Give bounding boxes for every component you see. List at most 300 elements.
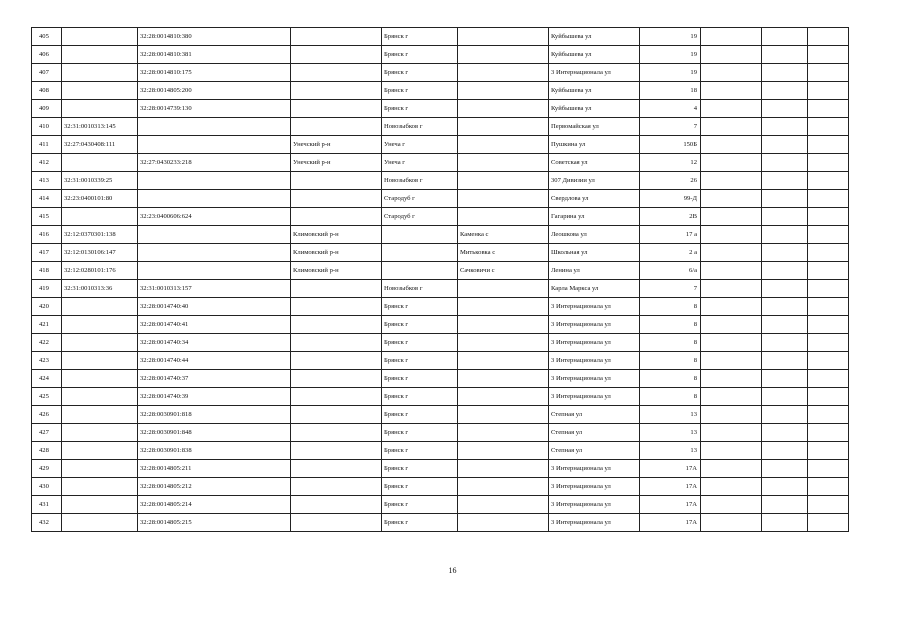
cell-district	[291, 298, 382, 316]
cell-street: Куйбышева ул	[549, 82, 640, 100]
cell-village	[458, 352, 549, 370]
cell-x3	[808, 496, 849, 514]
cell-village	[458, 334, 549, 352]
cell-num: 408	[32, 82, 62, 100]
cell-cad_a	[62, 496, 138, 514]
cell-street: Школьная ул	[549, 244, 640, 262]
table-row	[32, 352, 849, 370]
cell-x2	[762, 406, 808, 424]
cell-x2	[762, 370, 808, 388]
cell-cad_b: 32:28:0014740:37	[138, 370, 291, 388]
cell-house: 17А	[640, 460, 701, 478]
cell-x1	[701, 46, 762, 64]
cell-x2	[762, 334, 808, 352]
cell-cad_b	[138, 244, 291, 262]
cell-cad_a	[62, 154, 138, 172]
cell-district	[291, 100, 382, 118]
cell-district	[291, 208, 382, 226]
cell-cad_a	[62, 514, 138, 532]
cell-street: 307 Дивизии ул	[549, 172, 640, 190]
cell-x1	[701, 388, 762, 406]
cell-village: Сачковичи с	[458, 262, 549, 280]
table-row	[32, 370, 849, 388]
cell-district	[291, 316, 382, 334]
cell-house: 2В	[640, 208, 701, 226]
cell-x1	[701, 190, 762, 208]
cell-cad_a	[62, 442, 138, 460]
cell-x1	[701, 100, 762, 118]
cell-village	[458, 388, 549, 406]
cell-x2	[762, 298, 808, 316]
cell-x3	[808, 352, 849, 370]
cell-house: 18	[640, 82, 701, 100]
cell-x3	[808, 478, 849, 496]
cell-cad_a	[62, 100, 138, 118]
cell-district: Унечский р-н	[291, 136, 382, 154]
cell-village	[458, 406, 549, 424]
table-row	[32, 442, 849, 460]
cell-street: Куйбышева ул	[549, 46, 640, 64]
cell-street: 3 Интернационала ул	[549, 298, 640, 316]
cell-x3	[808, 190, 849, 208]
cell-x1	[701, 172, 762, 190]
table-row	[32, 460, 849, 478]
cell-num: 407	[32, 64, 62, 82]
cell-cad_a	[62, 352, 138, 370]
table-row	[32, 298, 849, 316]
cell-city: Брянск г	[382, 46, 458, 64]
cell-district	[291, 388, 382, 406]
cell-city: Брянск г	[382, 82, 458, 100]
cell-city: Новозыбков г	[382, 172, 458, 190]
cell-x3	[808, 82, 849, 100]
cell-x3	[808, 154, 849, 172]
cell-house: 8	[640, 316, 701, 334]
cell-num: 427	[32, 424, 62, 442]
cell-house: 8	[640, 388, 701, 406]
cell-village	[458, 82, 549, 100]
cell-cad_a: 32:12:0280101:176	[62, 262, 138, 280]
cell-district	[291, 424, 382, 442]
cell-city: Новозыбков г	[382, 118, 458, 136]
cell-cad_b	[138, 262, 291, 280]
cell-x1	[701, 244, 762, 262]
cell-cad_b: 32:23:0400606:624	[138, 208, 291, 226]
cell-street: Пушкина ул	[549, 136, 640, 154]
table-row	[32, 334, 849, 352]
table-row	[32, 136, 849, 154]
cell-district: Климовский р-н	[291, 226, 382, 244]
cell-x1	[701, 262, 762, 280]
cell-city: Брянск г	[382, 442, 458, 460]
cell-num: 419	[32, 280, 62, 298]
cell-cad_a: 32:12:0130106:147	[62, 244, 138, 262]
table-row	[32, 496, 849, 514]
cell-num: 425	[32, 388, 62, 406]
cell-x3	[808, 316, 849, 334]
table-row	[32, 262, 849, 280]
cell-house: 6/а	[640, 262, 701, 280]
cell-cad_a	[62, 46, 138, 64]
cell-house: 17 а	[640, 226, 701, 244]
cell-house: 19	[640, 46, 701, 64]
cell-city: Брянск г	[382, 496, 458, 514]
cell-x2	[762, 64, 808, 82]
cell-cad_a: 32:31:0010313:145	[62, 118, 138, 136]
cell-x2	[762, 478, 808, 496]
cell-x3	[808, 100, 849, 118]
cell-x2	[762, 244, 808, 262]
cell-street: Гагарина ул	[549, 208, 640, 226]
cell-cad_a	[62, 370, 138, 388]
cell-village: Митьковка с	[458, 244, 549, 262]
cell-street: 3 Интернационала ул	[549, 64, 640, 82]
cell-num: 420	[32, 298, 62, 316]
cell-house: 13	[640, 406, 701, 424]
cell-x2	[762, 226, 808, 244]
table-row	[32, 316, 849, 334]
cell-village	[458, 100, 549, 118]
table-row	[32, 226, 849, 244]
cell-cad_b: 32:28:0014805:214	[138, 496, 291, 514]
cell-cad_a: 32:23:0400101:80	[62, 190, 138, 208]
cell-village	[458, 370, 549, 388]
cell-street: Куйбышева ул	[549, 28, 640, 46]
cell-house: 150Б	[640, 136, 701, 154]
cell-street: 3 Интернационала ул	[549, 334, 640, 352]
cell-x3	[808, 370, 849, 388]
cell-district: Унечский р-н	[291, 154, 382, 172]
cell-village	[458, 28, 549, 46]
cell-x2	[762, 208, 808, 226]
cell-cad_a	[62, 298, 138, 316]
cell-x3	[808, 424, 849, 442]
cell-village	[458, 280, 549, 298]
cell-city: Брянск г	[382, 460, 458, 478]
cell-num: 423	[32, 352, 62, 370]
cell-cad_a: 32:27:0430408:111	[62, 136, 138, 154]
cell-city: Стародуб г	[382, 208, 458, 226]
cell-village	[458, 172, 549, 190]
table-row	[32, 478, 849, 496]
cell-cad_a	[62, 460, 138, 478]
table-row	[32, 190, 849, 208]
cell-village	[458, 316, 549, 334]
cell-district	[291, 478, 382, 496]
cell-cad_a	[62, 28, 138, 46]
cell-district	[291, 514, 382, 532]
cell-x1	[701, 406, 762, 424]
cell-city: Унеча г	[382, 154, 458, 172]
cell-x1	[701, 136, 762, 154]
cell-district	[291, 370, 382, 388]
cell-num: 409	[32, 100, 62, 118]
cell-x2	[762, 280, 808, 298]
cell-city: Брянск г	[382, 28, 458, 46]
cell-house: 8	[640, 334, 701, 352]
cell-x2	[762, 316, 808, 334]
cell-x1	[701, 370, 762, 388]
cell-village	[458, 190, 549, 208]
cell-x1	[701, 460, 762, 478]
cell-street: Степная ул	[549, 442, 640, 460]
cell-x1	[701, 118, 762, 136]
cell-street: Степная ул	[549, 424, 640, 442]
cell-x2	[762, 118, 808, 136]
cell-x3	[808, 46, 849, 64]
cell-x1	[701, 514, 762, 532]
cell-x3	[808, 118, 849, 136]
cell-house: 8	[640, 298, 701, 316]
cell-cad_b: 32:31:0010313:157	[138, 280, 291, 298]
cell-x2	[762, 442, 808, 460]
cell-cad_b: 32:28:0014740:40	[138, 298, 291, 316]
cell-num: 405	[32, 28, 62, 46]
cell-street: Свердлова ул	[549, 190, 640, 208]
cell-street: 3 Интернационала ул	[549, 496, 640, 514]
cell-x3	[808, 298, 849, 316]
cell-x2	[762, 28, 808, 46]
cell-district	[291, 28, 382, 46]
cell-x3	[808, 226, 849, 244]
cell-x3	[808, 64, 849, 82]
cell-x2	[762, 424, 808, 442]
cell-street: 3 Интернационала ул	[549, 478, 640, 496]
cell-village	[458, 46, 549, 64]
cell-x1	[701, 478, 762, 496]
cell-city: Брянск г	[382, 514, 458, 532]
cell-city	[382, 226, 458, 244]
cell-district	[291, 496, 382, 514]
cell-num: 406	[32, 46, 62, 64]
cell-x2	[762, 172, 808, 190]
cell-cad_b: 32:28:0030901:838	[138, 442, 291, 460]
cell-district	[291, 280, 382, 298]
cell-cad_b	[138, 136, 291, 154]
cell-city: Брянск г	[382, 388, 458, 406]
cell-city: Брянск г	[382, 478, 458, 496]
cell-house: 2 а	[640, 244, 701, 262]
table-row	[32, 388, 849, 406]
cell-cad_a	[62, 64, 138, 82]
cell-city: Брянск г	[382, 334, 458, 352]
cell-x3	[808, 442, 849, 460]
cell-x3	[808, 388, 849, 406]
cell-num: 421	[32, 316, 62, 334]
cell-cad_b	[138, 190, 291, 208]
table-row	[32, 406, 849, 424]
cell-street: 3 Интернационала ул	[549, 460, 640, 478]
cell-city: Брянск г	[382, 100, 458, 118]
cell-village	[458, 136, 549, 154]
cell-district	[291, 64, 382, 82]
cell-cad_b: 32:28:0014740:39	[138, 388, 291, 406]
cell-village	[458, 478, 549, 496]
cell-district	[291, 46, 382, 64]
cell-num: 417	[32, 244, 62, 262]
cell-x3	[808, 136, 849, 154]
cell-cad_a: 32:31:0010313:36	[62, 280, 138, 298]
cell-x3	[808, 208, 849, 226]
cell-cad_b: 32:28:0014810:175	[138, 64, 291, 82]
cell-x1	[701, 82, 762, 100]
cell-cad_a: 32:31:0010339:25	[62, 172, 138, 190]
cell-house: 19	[640, 64, 701, 82]
cell-cad_a	[62, 388, 138, 406]
cell-cad_b: 32:28:0030901:818	[138, 406, 291, 424]
cell-num: 422	[32, 334, 62, 352]
cell-x3	[808, 172, 849, 190]
cell-x3	[808, 334, 849, 352]
cell-x3	[808, 262, 849, 280]
cell-district	[291, 352, 382, 370]
cell-village	[458, 208, 549, 226]
cell-street: Степная ул	[549, 406, 640, 424]
cell-x2	[762, 514, 808, 532]
cell-x3	[808, 28, 849, 46]
cell-street: Советская ул	[549, 154, 640, 172]
cell-village	[458, 460, 549, 478]
cell-street: 3 Интернационала ул	[549, 316, 640, 334]
cell-village	[458, 298, 549, 316]
cell-city: Брянск г	[382, 370, 458, 388]
cell-village	[458, 64, 549, 82]
cell-street: Карла Маркса ул	[549, 280, 640, 298]
cell-street: 3 Интернационала ул	[549, 370, 640, 388]
cell-cad_b: 32:27:0430233:218	[138, 154, 291, 172]
cell-cad_a	[62, 334, 138, 352]
cell-district	[291, 118, 382, 136]
property-register-table	[31, 27, 848, 532]
cell-city: Брянск г	[382, 406, 458, 424]
table-row	[32, 100, 849, 118]
cell-x2	[762, 496, 808, 514]
cell-village	[458, 442, 549, 460]
cell-house: 12	[640, 154, 701, 172]
cell-num: 414	[32, 190, 62, 208]
table-row	[32, 208, 849, 226]
cell-num: 428	[32, 442, 62, 460]
cell-num: 432	[32, 514, 62, 532]
cell-city: Брянск г	[382, 64, 458, 82]
cell-x2	[762, 46, 808, 64]
cell-house: 17А	[640, 496, 701, 514]
cell-x1	[701, 208, 762, 226]
cell-house: 99-Д	[640, 190, 701, 208]
cell-house: 17А	[640, 478, 701, 496]
cell-x1	[701, 334, 762, 352]
cell-x2	[762, 190, 808, 208]
cell-x1	[701, 442, 762, 460]
cell-city: Стародуб г	[382, 190, 458, 208]
cell-cad_a	[62, 82, 138, 100]
table-row	[32, 514, 849, 532]
cell-x1	[701, 352, 762, 370]
cell-num: 416	[32, 226, 62, 244]
cell-x1	[701, 226, 762, 244]
cell-num: 426	[32, 406, 62, 424]
cell-village	[458, 118, 549, 136]
cell-district	[291, 190, 382, 208]
cell-cad_a: 32:12:0370301:138	[62, 226, 138, 244]
cell-x3	[808, 514, 849, 532]
cell-x1	[701, 496, 762, 514]
cell-x2	[762, 262, 808, 280]
cell-x2	[762, 136, 808, 154]
cell-num: 431	[32, 496, 62, 514]
cell-cad_a	[62, 406, 138, 424]
cell-x3	[808, 280, 849, 298]
table-row	[32, 244, 849, 262]
cell-num: 430	[32, 478, 62, 496]
cell-x1	[701, 298, 762, 316]
cell-city: Унеча г	[382, 136, 458, 154]
cell-house: 13	[640, 424, 701, 442]
cell-x2	[762, 82, 808, 100]
cell-village	[458, 496, 549, 514]
cell-street: Леошкова ул	[549, 226, 640, 244]
cell-x2	[762, 388, 808, 406]
cell-house: 13	[640, 442, 701, 460]
cell-district	[291, 442, 382, 460]
cell-x1	[701, 424, 762, 442]
cell-village	[458, 514, 549, 532]
cell-x1	[701, 64, 762, 82]
table-row	[32, 28, 849, 46]
cell-x3	[808, 460, 849, 478]
cell-city	[382, 244, 458, 262]
cell-x2	[762, 460, 808, 478]
cell-num: 412	[32, 154, 62, 172]
cell-city: Брянск г	[382, 316, 458, 334]
cell-num: 424	[32, 370, 62, 388]
cell-city: Брянск г	[382, 352, 458, 370]
table-row	[32, 172, 849, 190]
cell-cad_b: 32:28:0014810:381	[138, 46, 291, 64]
cell-cad_b	[138, 226, 291, 244]
cell-street: 3 Интернационала ул	[549, 352, 640, 370]
table-row	[32, 280, 849, 298]
cell-num: 413	[32, 172, 62, 190]
cell-num: 418	[32, 262, 62, 280]
page-number: 16	[448, 566, 457, 575]
cell-cad_a	[62, 478, 138, 496]
cell-street: Ленина ул	[549, 262, 640, 280]
table-row	[32, 64, 849, 82]
table-row	[32, 82, 849, 100]
table-body	[32, 28, 849, 532]
cell-city: Новозыбков г	[382, 280, 458, 298]
cell-x2	[762, 154, 808, 172]
cell-x1	[701, 280, 762, 298]
cell-city: Брянск г	[382, 298, 458, 316]
cell-city: Брянск г	[382, 424, 458, 442]
cell-street: Куйбышева ул	[549, 100, 640, 118]
cell-cad_b: 32:28:0014740:41	[138, 316, 291, 334]
cell-cad_b: 32:28:0014805:211	[138, 460, 291, 478]
cell-cad_a	[62, 424, 138, 442]
cell-x1	[701, 154, 762, 172]
cell-x2	[762, 352, 808, 370]
cell-house: 19	[640, 28, 701, 46]
cell-cad_b: 32:28:0030901:848	[138, 424, 291, 442]
cell-x3	[808, 406, 849, 424]
cell-cad_b: 32:28:0014810:380	[138, 28, 291, 46]
cell-x3	[808, 244, 849, 262]
cell-house: 7	[640, 280, 701, 298]
cell-village: Каменка с	[458, 226, 549, 244]
table-row	[32, 424, 849, 442]
